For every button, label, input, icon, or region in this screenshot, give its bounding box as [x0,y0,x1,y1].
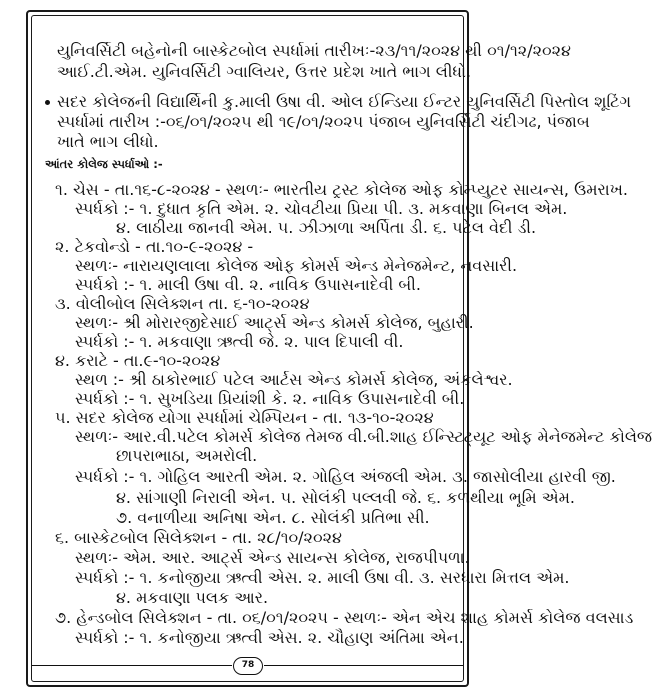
item-1-title: ૧. ચેસ - તા.૧૬-૮-૨૦૨૪ - સ્થળઃ- ભારતીય ટ્રસ્ટ કોલેજ ઓફ કોમ્પ્યુટર સાયન્સ, ઉમરાખ. [55,180,628,199]
item-6-place: સ્થળઃ- એમ. આર. આર્ટ્સ એન્ડ સાયન્સ કોલેજ, રાજપીપળા. [75,548,470,567]
item-5-participants-3: ૭. વનાળીયા અનિષા એન. ૮. સોલંકી પ્રતિભા સી. [116,508,430,527]
intro-line-1: યુનિવર્સિટી બહેનોની બાસ્કેટબોલ સ્પર્ધામાં તારીખઃ-૨૩/૧૧/૨૦૨૪ થી ૦૧/૧૨/૨૦૨૪ [57,41,571,60]
item-5-title: ૫. સદર કોલેજ યોગા સ્પર્ધામાં ચેમ્પિયન - તા. ૧૩-૧૦-૨૦૨૪ [55,408,434,427]
section-title: આંતર કોલેજ સ્પર્ધાઓ :- [45,157,163,171]
item-3-place: સ્થળઃ- શ્રી મોરારજીદેસાઈ આર્ટ્સ એન્ડ કોમર્સ કોલેજ, બુહારી. [75,313,474,332]
bullet-dot-icon [45,100,50,105]
item-1-participants-2: ૪. લાઠીયા જાનવી એમ. ૫. ઝીઝાળા અર્પિતા ડી. ૬. પટેલ વેદી ડી. [116,218,537,237]
item-6-participants-2: ૪. મકવાણા પલક આર. [116,588,269,607]
bullet-line-2: સ્પર્ધામાં તારીખ :-૦૬/૦૧/૨૦૨૫ થી ૧૯/૦૧/૨૦૨૫ પંજાબ યુનિવર્સિટી ચંદીગઢ, પંજાબ [57,112,590,131]
intro-line-2: આઈ.ટી.એમ. યુનિવર્સિટી ગ્વાલિયર, ઉત્તર પ્રદેશ ખાતે ભાગ લીધો. [57,62,472,81]
item-3-title: ૩. વોલીબોલ સિલેક્શન તા. ૬-૧૦-૨૦૨૪ [55,294,310,313]
item-6-title: ૬. બાસ્કેટબોલ સિલેક્શન - તા. ૨૮/૧૦/૨૦૨૪ [55,528,342,547]
item-5-place-1: સ્થળઃ- આર.વી.પટેલ કોમર્સ કોલેજ તેમજ વી.બી.શાહ ઈન્સ્ટિટ્યૂટ ઓફ મેનેજમેન્ટ કોલેજ [75,427,652,446]
item-2-participants: સ્પર્ધકો :- ૧. માલી ઉષા વી. ૨. નાવિક ઉપાસનાદેવી બી. [75,275,421,294]
item-5-participants-2: ૪. સાંગાણી નિરાલી એન. ૫. સોલંકી પલ્લવી જે. ૬. કળથીયા ભૂમિ એમ. [116,488,576,507]
item-7-title: ૭. હેન્ડબોલ સિલેક્શન - તા. ૦૬/૦૧/૨૦૨૫ - સ્થળઃ- એન એચ શાહ કોમર્સ કોલેજ વલસાડ [55,608,634,627]
footer-rule-left [32,665,232,666]
item-2-title: ૨. ટેકવોન્ડો - તા.૧૦-૯-૨૦૨૪ - [55,237,254,256]
item-6-participants-1: સ્પર્ધકો :- ૧. કનોજીયા ઋત્વી એસ. ૨. માલી ઉષા વી. ૩. સરધારા મિત્તલ એમ. [75,568,570,587]
item-2-place: સ્થળઃ- નારાયણલાલા કોલેજ ઓફ કોમર્સ એન્ડ મેનેજમેન્ટ, નવસારી. [75,256,518,275]
item-5-place-2: છાપરાભાઠા, અમરોલી. [116,446,258,465]
bullet-line-3: ખાતે ભાગ લીધો. [57,132,159,151]
item-5-participants-1: સ્પર્ધકો :- ૧. ગોહિલ આરતી એમ. ૨. ગોહિલ અંજલી એમ. ૩. જાસોલીયા હારવી જી. [75,467,616,486]
item-1-participants-1: સ્પર્ધકો :- ૧. દુધાત કૃતિ એમ. ૨. ચોવટીયા પ્રિયા પી. ૩. મકવાણા બિનલ એમ. [75,199,568,218]
item-3-participants: સ્પર્ધકો :- ૧. મકવાણા ઋત્વી જે. ૨. પાલ દિપાલી વી. [75,332,404,351]
item-7-participants: સ્પર્ધકો :- ૧. કનોજીયા ઋત્વી એસ. ૨. ચૌહાણ અંતિમા એન. [75,628,464,647]
item-4-place: સ્થળ :- શ્રી ઠાકોરભાઈ પટેલ આર્ટસ એન્ડ કોમર્સ કોલેજ, અંકલેશ્વર. [75,370,513,389]
item-4-participants: સ્પર્ધકો :- ૧. સુખડિયા પ્રિયાંશી કે. ૨. નાવિક ઉપાસનાદેવી બી. [75,389,465,408]
footer-rule-right [264,665,463,666]
bullet-line-1: સદર કોલેજની વિદ્યાર્થિની કુ.માલી ઉષા વી. ઓલ ઈન્ડિયા ઈન્ટર યુનિવર્સિટી પિસ્તોલ શૂટિંગ [57,92,632,111]
page-number: 78 [233,657,263,675]
item-4-title: ૪. કરાટે - તા.૯-૧૦-૨૦૨૪ [55,351,221,370]
